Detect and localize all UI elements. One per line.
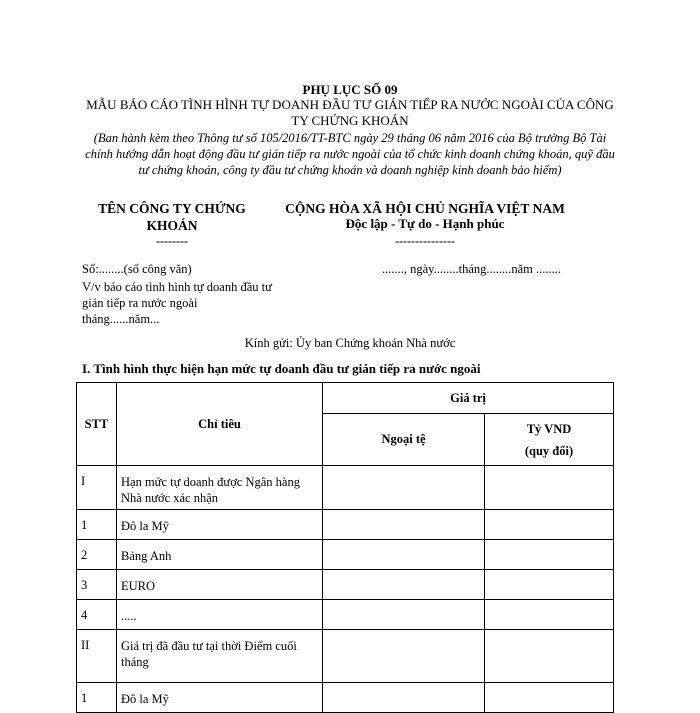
row-ngoai-te <box>323 630 485 683</box>
row-label: Bảng Anh <box>117 540 323 570</box>
row-ty-vnd <box>485 540 614 570</box>
company-divider: -------- <box>156 234 188 248</box>
row-ngoai-te <box>323 466 485 510</box>
row-ty-vnd <box>485 683 614 713</box>
table-row <box>77 630 614 683</box>
row-stt: 3 <box>77 570 117 600</box>
row-ty-vnd <box>485 600 614 630</box>
row-stt: 1 <box>77 683 117 713</box>
row-stt: 1 <box>77 510 117 540</box>
recipient-line: Kính gửi: Ủy ban Chứng khoán Nhà nước <box>244 336 456 350</box>
row-ngoai-te <box>323 683 485 713</box>
row-ty-vnd <box>485 466 614 510</box>
header-ngoai-te: Ngoại tệ <box>323 414 485 466</box>
header-chi-tieu: Chỉ tiêu <box>117 383 323 466</box>
header-gia-tri: Giá trị <box>323 383 614 414</box>
republic-name: CỘNG HÒA XÃ HỘI CHỦ NGHĨA VIỆT NAM <box>285 201 565 216</box>
row-ngoai-te <box>323 510 485 540</box>
row-label: Giá trị đã đầu tư tại thời Điểm cuối tháng <box>117 630 323 683</box>
issuance-note: (Ban hành kèm theo Thông tư số 105/2016/TT-BTC ngày 29 tháng 06 năm 2016 của Bộ trưởng Bộ Tài chính hướng dẫn hoạt động đầu tư gián tiếp ra nước ngoài của tổ chức kinh doanh chứng khoán, quỹ đầu tư chứng khoán, công ty đầu tư chứng khoán và doanh nghiệp kinh doanh bảo hiểm) <box>85 131 615 177</box>
row-ty-vnd <box>485 630 614 683</box>
header-stt: STT <box>77 383 117 466</box>
row-ty-vnd <box>485 570 614 600</box>
table-row <box>77 510 614 540</box>
table-row <box>77 600 614 630</box>
table-row <box>77 540 614 570</box>
row-ty-vnd <box>485 510 614 540</box>
row-ngoai-te <box>323 570 485 600</box>
document-number: Số:........(số công văn) <box>82 262 192 276</box>
appendix-number: PHỤ LỤC SỐ 09 <box>302 82 398 97</box>
row-stt: 4 <box>77 600 117 630</box>
date-line: ......., ngày........tháng........năm ........ <box>382 262 562 276</box>
table-row <box>77 683 614 713</box>
row-stt: 2 <box>77 540 117 570</box>
row-label: Đô la Mỹ <box>117 510 323 540</box>
header-ty-vnd-label: Tỷ VND <box>526 421 572 436</box>
row-label: ..... <box>117 600 323 630</box>
form-title: MẪU BÁO CÁO TÌNH HÌNH TỰ DOANH ĐẦU TƯ GIÁN TIẾP RA NƯỚC NGOÀI CỦA CÔNG TY CHỨNG KHOÁN <box>86 97 614 128</box>
row-stt: II <box>77 630 117 683</box>
table-row <box>77 570 614 600</box>
header-quy-doi-label: (quy đổi) <box>524 443 574 458</box>
document-subject: V/v báo cáo tình hình tự doanh đầu tư gián tiếp ra nước ngoài tháng......năm... <box>82 280 272 326</box>
table-row <box>77 466 614 510</box>
row-label: EURO <box>117 570 323 600</box>
row-stt: I <box>77 466 117 510</box>
header-ty-vnd <box>485 414 614 466</box>
row-ngoai-te <box>323 600 485 630</box>
row-label: Hạn mức tự doanh được Ngân hàng Nhà nước xác nhận <box>117 466 323 510</box>
report-table <box>76 382 614 713</box>
row-ngoai-te <box>323 540 485 570</box>
row-label: Đô la Mỹ <box>117 683 323 713</box>
section-title: I. Tình hình thực hiện hạn mức tự doanh đầu tư gián tiếp ra nước ngoài <box>82 361 481 376</box>
motto-divider: --------------- <box>395 234 455 248</box>
company-name: TÊN CÔNG TY CHỨNG KHOÁN <box>98 201 246 233</box>
national-motto: Độc lập - Tự do - Hạnh phúc <box>345 216 505 231</box>
